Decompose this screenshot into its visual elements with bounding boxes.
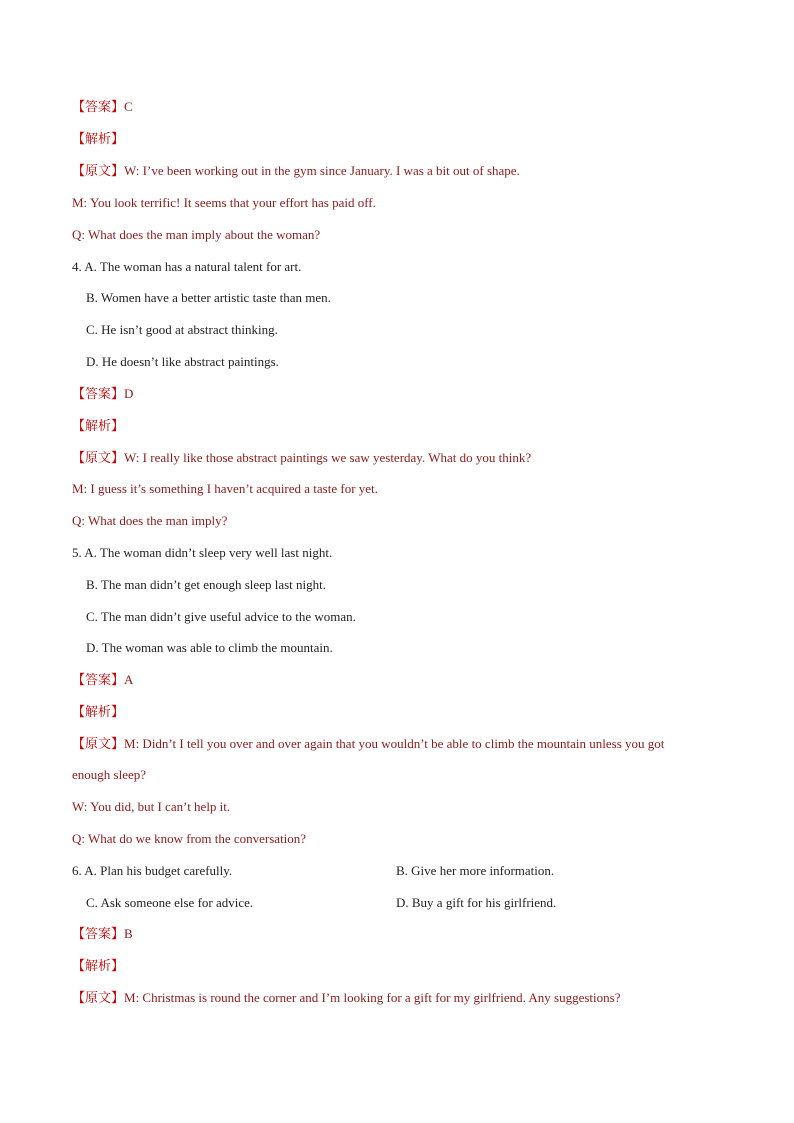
q5-original-line: [72, 736, 664, 752]
analysis-label: 【解析】: [72, 704, 125, 719]
dialogue-text: W: I really like those abstract paintings we saw yesterday. What do you think?: [124, 450, 532, 465]
dialogue-text: M: Christmas is round the corner and I’m looking for a gift for my girlfriend. Any suggestions?: [124, 990, 621, 1005]
q5-option-b: B. The man didn’t get enough sleep last night.: [86, 577, 326, 592]
q3-answer-line: [72, 99, 133, 115]
analysis-label: 【解析】: [72, 418, 125, 433]
q4-answer-line: [72, 386, 133, 402]
answer-value: C: [124, 99, 133, 114]
q6-original-line: [72, 990, 620, 1006]
q6-option-a: 6. A. Plan his budget carefully.: [72, 863, 233, 878]
q4-analysis-line: [72, 418, 124, 434]
q5-option-a: 5. A. The woman didn’t sleep very well last night.: [72, 545, 333, 560]
q4-option-c: C. He isn’t good at abstract thinking.: [86, 322, 278, 337]
q6-option-b: B. Give her more information.: [396, 863, 555, 878]
q4-option-b: B. Women have a better artistic taste than men.: [86, 290, 331, 305]
q5-option-c: C. The man didn’t give useful advice to the woman.: [86, 609, 356, 624]
q3-dialogue-m: M: You look terrific! It seems that your effort has paid off.: [72, 195, 376, 210]
q3-question: Q: What does the man imply about the woman?: [72, 227, 321, 242]
q5-option-d: D. The woman was able to climb the mountain.: [86, 640, 333, 655]
answer-label: 【答案】: [72, 99, 125, 114]
original-label: 【原文】: [72, 163, 125, 178]
dialogue-text: W: I’ve been working out in the gym since January. I was a bit out of shape.: [124, 163, 520, 178]
q3-original-line: [72, 163, 520, 179]
q6-option-d: D. Buy a gift for his girlfriend.: [396, 895, 557, 910]
q6-analysis-line: [72, 958, 124, 974]
answer-label: 【答案】: [72, 672, 125, 687]
dialogue-text: M: Didn’t I tell you over and over again that you wouldn’t be able to climb the mountain unless you got: [124, 736, 665, 751]
answer-value: B: [124, 926, 133, 941]
q5-analysis-line: [72, 704, 124, 720]
q4-option-d: D. He doesn’t like abstract paintings.: [86, 354, 279, 369]
analysis-label: 【解析】: [72, 131, 125, 146]
q4-option-a: 4. A. The woman has a natural talent for art.: [72, 259, 302, 274]
q5-original-continued: enough sleep?: [72, 767, 147, 782]
answer-value: D: [124, 386, 134, 401]
original-label: 【原文】: [72, 736, 125, 751]
q3-analysis-line: [72, 131, 124, 147]
answer-label: 【答案】: [72, 926, 125, 941]
original-label: 【原文】: [72, 990, 125, 1005]
q6-answer-line: [72, 926, 133, 942]
q5-dialogue-w: W: You did, but I can’t help it.: [72, 799, 231, 814]
q5-question: Q: What do we know from the conversation?: [72, 831, 307, 846]
q6-option-c: C. Ask someone else for advice.: [86, 895, 254, 910]
q5-answer-line: [72, 672, 133, 688]
answer-value: A: [124, 672, 134, 687]
q4-original-line: [72, 450, 531, 466]
q4-question: Q: What does the man imply?: [72, 513, 228, 528]
original-label: 【原文】: [72, 450, 125, 465]
answer-label: 【答案】: [72, 386, 125, 401]
analysis-label: 【解析】: [72, 958, 125, 973]
q4-dialogue-m: M: I guess it’s something I haven’t acquired a taste for yet.: [72, 481, 378, 496]
